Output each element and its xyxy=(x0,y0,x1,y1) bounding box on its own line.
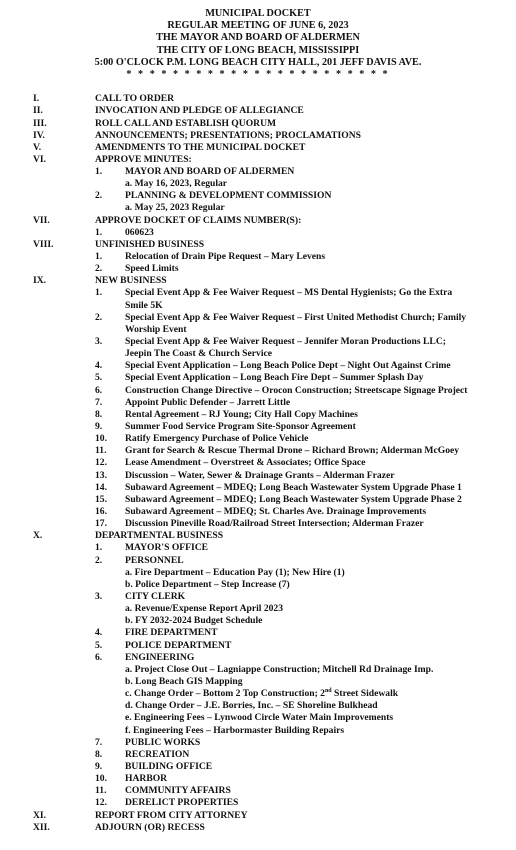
item-row xyxy=(0,421,516,433)
item-title: Construction Change Directive – Orocon Construction; Streetscape Signage Project xyxy=(125,384,468,396)
item-title: Discussion – Water, Sewer & Drainage Grants – Alderman Frazer xyxy=(125,469,395,481)
dept-number: 7. xyxy=(95,736,103,748)
dept-title: COMMUNITY AFFAIRS xyxy=(125,785,231,797)
header-line-3: THE MAYOR AND BOARD OF ALDERMEN xyxy=(156,32,360,44)
section-number: IV. xyxy=(33,129,45,141)
section-row xyxy=(0,118,516,130)
dept-row xyxy=(0,555,516,567)
dept-title: RECREATION xyxy=(125,748,190,760)
item-number: 9. xyxy=(95,421,103,433)
header-line-5: 5:00 O'CLOCK P.M. LONG BEACH CITY HALL, 201 JEFF DAVIS AVE. xyxy=(94,56,422,68)
dept-row xyxy=(0,761,516,773)
subitem-text: b. FY 2032-2024 Budget Schedule xyxy=(125,615,263,627)
section-row xyxy=(0,142,516,154)
subitem-row xyxy=(0,664,516,676)
section-title: APPROVE MINUTES: xyxy=(95,153,192,165)
agenda xyxy=(0,93,516,834)
subitem-row xyxy=(0,579,516,591)
item-title: Grant for Search & Rescue Thermal Drone – Richard Brown; Alderman McGoey xyxy=(125,445,460,457)
section-title: INVOCATION AND PLEDGE OF ALLEGIANCE xyxy=(95,105,304,117)
dept-number: 8. xyxy=(95,748,103,760)
dept-title: PUBLIC WORKS xyxy=(125,736,201,748)
section-row xyxy=(0,822,516,834)
section-title: APPROVE DOCKET OF CLAIMS NUMBER(S): xyxy=(95,214,302,226)
section-title: ANNOUNCEMENTS; PRESENTATIONS; PROCLAMATIONS xyxy=(95,129,361,141)
dept-row xyxy=(0,652,516,664)
dept-number: 2. xyxy=(95,554,103,566)
dept-title: PERSONNEL xyxy=(125,554,184,566)
subitem-text: f. Engineering Fees – Harbormaster Building Repairs xyxy=(125,724,345,736)
subitem-row xyxy=(0,712,516,724)
dept-row xyxy=(0,627,516,639)
item-row xyxy=(0,360,516,372)
dept-row xyxy=(0,542,516,554)
item-title: Summer Food Service Program Site-Sponsor Agreement xyxy=(125,421,356,433)
item-row xyxy=(0,445,516,457)
item-number: 8. xyxy=(95,408,103,420)
item-continuation-row xyxy=(0,300,516,312)
subitem-text-part: Street Sidewalk xyxy=(331,688,399,700)
section-number: III. xyxy=(33,117,47,129)
section-title: CALL TO ORDER xyxy=(95,93,175,105)
section-row xyxy=(0,154,516,166)
dept-title: BUILDING OFFICE xyxy=(125,760,213,772)
section-title: REPORT FROM CITY ATTORNEY xyxy=(95,809,248,821)
dept-title: CITY CLERK xyxy=(125,590,186,602)
item-row xyxy=(0,385,516,397)
dept-number: 3. xyxy=(95,590,103,602)
item-title: Rental Agreement – RJ Young; City Hall Copy Machines xyxy=(125,408,358,420)
item-row xyxy=(0,251,516,263)
header-line-2: REGULAR MEETING OF JUNE 6, 2023 xyxy=(167,20,349,32)
section-number: II. xyxy=(33,105,43,117)
dept-number: 5. xyxy=(95,639,103,651)
item-number: 3. xyxy=(95,336,103,348)
subitem-row xyxy=(0,603,516,615)
subitem-text: a. May 16, 2023, Regular xyxy=(125,178,228,190)
section-row xyxy=(0,93,516,105)
subitem-text: b. Long Beach GIS Mapping xyxy=(125,675,243,687)
item-number: 1. xyxy=(95,287,103,299)
dept-number: 9. xyxy=(95,760,103,772)
subitem-row xyxy=(0,676,516,688)
item-title: Relocation of Drain Pipe Request – Mary Levens xyxy=(125,251,326,263)
dept-number: 6. xyxy=(95,651,103,663)
item-row xyxy=(0,190,516,202)
subitem-text: e. Engineering Fees – Lynwood Circle Water Main Improvements xyxy=(125,712,394,724)
item-row xyxy=(0,397,516,409)
section-row xyxy=(0,215,516,227)
dept-row xyxy=(0,640,516,652)
item-row xyxy=(0,494,516,506)
item-row xyxy=(0,336,516,348)
section-row xyxy=(0,130,516,142)
subitem-text: d. Change Order – J.E. Borries, Inc. – SE Shoreline Bulkhead xyxy=(125,700,378,712)
item-number: 10. xyxy=(95,433,107,445)
item-title: Special Event App & Fee Waiver Request – First United Methodist Church; Family xyxy=(125,311,467,323)
item-number: 17. xyxy=(95,518,107,530)
item-row xyxy=(0,470,516,482)
item-row xyxy=(0,312,516,324)
item-title-continued: Worship Event xyxy=(125,323,187,335)
dept-row xyxy=(0,797,516,809)
item-title: Subaward Agreement – MDEQ; Long Beach Wastewater System Upgrade Phase 2 xyxy=(125,493,462,505)
dept-number: 11. xyxy=(95,785,107,797)
section-title: DEPARTMENTAL BUSINESS xyxy=(95,530,224,542)
dept-title: MAYOR'S OFFICE xyxy=(125,542,209,554)
subitem-text xyxy=(125,688,398,700)
section-row xyxy=(0,530,516,542)
item-number: 11. xyxy=(95,445,107,457)
dept-number: 10. xyxy=(95,773,107,785)
item-title: Ratify Emergency Purchase of Police Vehicle xyxy=(125,433,309,445)
subitem-text-part: c. Change Order – Bottom 2 Top Construction; 2 xyxy=(125,688,325,700)
header-stars-divider: * * * * * * * * * * * * * * * * * * * * * * * xyxy=(126,69,390,81)
item-number: 15. xyxy=(95,493,107,505)
item-row xyxy=(0,506,516,518)
item-title: 060623 xyxy=(125,226,154,238)
subitem-row xyxy=(0,615,516,627)
item-title-continued: Smile 5K xyxy=(125,299,163,311)
item-title: Lease Amendment – Overstreet & Associates; Office Space xyxy=(125,457,366,469)
item-row xyxy=(0,518,516,530)
header-line-4: THE CITY OF LONG BEACH, MISSISSIPPI xyxy=(156,44,360,56)
item-number: 13. xyxy=(95,469,107,481)
dept-number: 4. xyxy=(95,627,103,639)
item-number: 14. xyxy=(95,481,107,493)
item-title: Special Event Application – Long Beach Fire Dept – Summer Splash Day xyxy=(125,372,424,384)
subitem-row xyxy=(0,178,516,190)
ordinal-suffix: nd xyxy=(324,687,332,694)
item-row xyxy=(0,482,516,494)
item-row xyxy=(0,409,516,421)
section-number: IX. xyxy=(33,275,47,287)
dept-row xyxy=(0,785,516,797)
item-title: Special Event App & Fee Waiver Request – Jennifer Moran Productions LLC; xyxy=(125,336,446,348)
item-number: 4. xyxy=(95,360,103,372)
item-row xyxy=(0,457,516,469)
dept-row xyxy=(0,749,516,761)
section-row xyxy=(0,239,516,251)
item-row xyxy=(0,227,516,239)
section-row xyxy=(0,810,516,822)
subitem-row xyxy=(0,567,516,579)
section-number: VIII. xyxy=(33,238,54,250)
item-number: 7. xyxy=(95,396,103,408)
item-title: Subaward Agreement – MDEQ; Long Beach Wastewater System Upgrade Phase 1 xyxy=(125,481,462,493)
item-number: 2. xyxy=(95,263,103,275)
subitem-text: b. Police Department – Step Increase (7) xyxy=(125,578,290,590)
item-continuation-row xyxy=(0,348,516,360)
item-row xyxy=(0,287,516,299)
dept-title: FIRE DEPARTMENT xyxy=(125,627,218,639)
item-title: Speed Limits xyxy=(125,263,179,275)
item-title: Special Event Application – Long Beach Police Dept – Night Out Against Crime xyxy=(125,360,451,372)
subitem-row xyxy=(0,688,516,700)
item-number: 1. xyxy=(95,226,103,238)
section-number: XI. xyxy=(33,809,47,821)
section-number: X. xyxy=(33,530,43,542)
section-number: XII. xyxy=(33,821,50,833)
item-title-continued: Jeepin The Coast & Church Service xyxy=(125,348,273,360)
item-number: 6. xyxy=(95,384,103,396)
dept-title: HARBOR xyxy=(125,773,168,785)
dept-title: POLICE DEPARTMENT xyxy=(125,639,232,651)
subitem-text: a. May 25, 2023 Regular xyxy=(125,202,225,214)
subitem-text: a. Revenue/Expense Report April 2023 xyxy=(125,603,284,615)
item-title: Special Event App & Fee Waiver Request – MS Dental Hygienists; Go the Extra xyxy=(125,287,453,299)
item-title: PLANNING & DEVELOPMENT COMMISSION xyxy=(125,190,332,202)
item-number: 1. xyxy=(95,251,103,263)
section-number: V. xyxy=(33,141,42,153)
section-number: I. xyxy=(33,93,40,105)
section-number: VI. xyxy=(33,153,47,165)
item-row xyxy=(0,166,516,178)
dept-title: DERELICT PROPERTIES xyxy=(125,797,239,809)
item-title: Appoint Public Defender – Jarrett Little xyxy=(125,396,291,408)
dept-number: 1. xyxy=(95,542,103,554)
item-title: Discussion Pineville Road/Railroad Street Intersection; Alderman Frazer xyxy=(125,518,424,530)
item-row xyxy=(0,372,516,384)
item-continuation-row xyxy=(0,324,516,336)
docket-header xyxy=(0,8,516,81)
dept-number: 12. xyxy=(95,797,107,809)
dept-row xyxy=(0,591,516,603)
section-title: UNFINISHED BUSINESS xyxy=(95,238,205,250)
item-number: 16. xyxy=(95,506,107,517)
section-title: ROLL CALL AND ESTABLISH QUORUM xyxy=(95,117,277,129)
section-row xyxy=(0,105,516,117)
section-title: NEW BUSINESS xyxy=(95,275,167,287)
dept-title: ENGINEERING xyxy=(125,651,195,663)
item-title: Subaward Agreement – MDEQ; St. Charles Ave. Drainage Improvements xyxy=(125,506,427,517)
section-title: ADJOURN (OR) RECESS xyxy=(95,821,205,833)
section-number: VII. xyxy=(33,214,50,226)
section-title: AMENDMENTS TO THE MUNICIPAL DOCKET xyxy=(95,141,306,153)
section-row xyxy=(0,275,516,287)
item-row xyxy=(0,263,516,275)
header-line-1: MUNICIPAL DOCKET xyxy=(205,8,311,19)
item-number: 2. xyxy=(95,311,103,323)
item-number: 1. xyxy=(95,166,103,178)
subitem-text: a. Project Close Out – Lagniappe Construction; Mitchell Rd Drainage Imp. xyxy=(125,663,434,675)
item-number: 12. xyxy=(95,457,107,469)
item-row xyxy=(0,433,516,445)
dept-row xyxy=(0,737,516,749)
item-number: 2. xyxy=(95,190,103,202)
dept-row xyxy=(0,773,516,785)
subitem-row xyxy=(0,725,516,737)
item-title: MAYOR AND BOARD OF ALDERMEN xyxy=(125,166,295,178)
item-number: 5. xyxy=(95,372,103,384)
subitem-text: a. Fire Department – Education Pay (1); New Hire (1) xyxy=(125,566,345,578)
subitem-row xyxy=(0,700,516,712)
subitem-row xyxy=(0,202,516,214)
